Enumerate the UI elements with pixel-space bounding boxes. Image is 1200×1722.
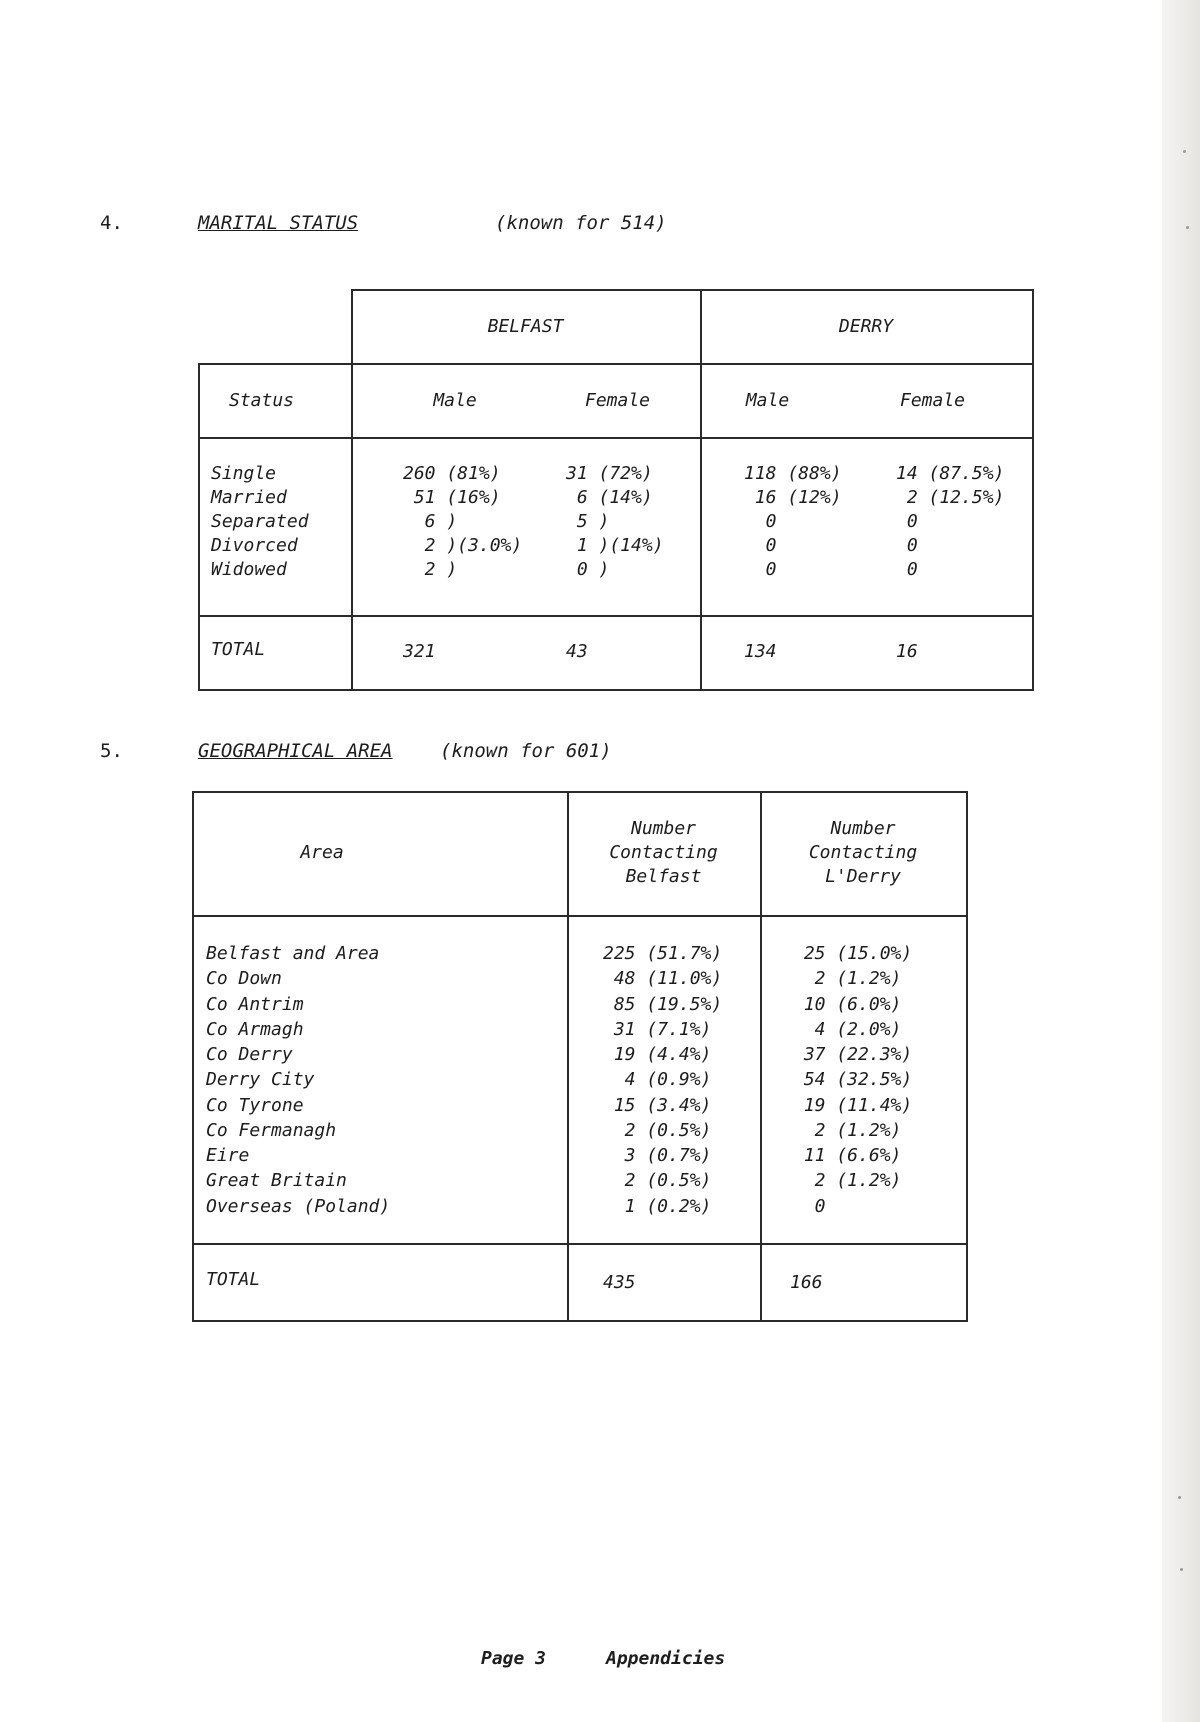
- derry-male-value: 16 (12%): [744, 487, 842, 508]
- header-belfast-female: Female: [584, 390, 651, 411]
- header-belfast: BELFAST: [487, 316, 564, 337]
- belfast-male-value: 2 ): [403, 559, 458, 580]
- derry-count: 4 (2.0%): [793, 1019, 902, 1040]
- belfast-female-value: 1 )(14%): [566, 535, 664, 556]
- status-label: Married: [211, 487, 287, 508]
- header-derry: DERRY: [838, 316, 894, 337]
- status-label: Single: [211, 463, 277, 484]
- belfast-count: 85 (19.5%): [603, 994, 723, 1015]
- footer-label: Appendicies: [606, 1648, 726, 1669]
- header-number-contacting-derry: Number Contacting L'Derry: [808, 818, 918, 887]
- derry-male-value: 0: [744, 535, 777, 556]
- belfast-count: 2 (0.5%): [603, 1170, 712, 1191]
- area-label: Co Tyrone: [206, 1095, 304, 1116]
- section4-note: (known for 514): [495, 212, 667, 234]
- derry-male-value: 0: [744, 511, 777, 532]
- status-label: Widowed: [211, 559, 287, 580]
- belfast-count: 31 (7.1%): [603, 1019, 712, 1040]
- scan-speck: [1178, 1496, 1181, 1499]
- derry-male-value: 118 (88%): [744, 463, 842, 484]
- belfast-count: 1 (0.2%): [603, 1196, 712, 1217]
- section5-note: (known for 601): [440, 740, 612, 762]
- header-derry-male: Male: [745, 390, 790, 411]
- derry-count: 2 (1.2%): [793, 968, 902, 989]
- belfast-female-value: 0 ): [566, 559, 610, 580]
- section5-number: 5.: [100, 740, 123, 762]
- belfast-count: 15 (3.4%): [603, 1095, 712, 1116]
- derry-count: 11 (6.6%): [793, 1145, 902, 1166]
- derry-female-value: 0: [896, 559, 918, 580]
- belfast-male-value: 260 (81%): [403, 463, 501, 484]
- belfast-female-value: 31 (72%): [566, 463, 653, 484]
- derry-female-total: 16: [896, 641, 918, 662]
- derry-count: 54 (32.5%): [793, 1069, 913, 1090]
- derry-count: 19 (11.4%): [793, 1095, 913, 1116]
- derry-female-value: 14 (87.5%): [896, 463, 1005, 484]
- area-label: Belfast and Area: [206, 943, 380, 964]
- page-edge-shadow: [1162, 0, 1200, 1722]
- header-belfast-male: Male: [433, 390, 477, 411]
- derry-count: 37 (22.3%): [793, 1044, 913, 1065]
- derry-count: 2 (1.2%): [793, 1170, 902, 1191]
- scan-speck: [1180, 1568, 1183, 1571]
- area-label: Co Armagh: [206, 1019, 304, 1040]
- derry-female-value: 2 (12.5%): [896, 487, 1005, 508]
- area-label: Co Down: [206, 968, 282, 989]
- belfast-male-value: 6 ): [403, 511, 458, 532]
- section5-title: GEOGRAPHICAL AREA: [198, 740, 393, 762]
- belfast-male-value: 51 (16%): [403, 487, 501, 508]
- belfast-female-total: 43: [566, 641, 588, 662]
- derry-count: 10 (6.0%): [793, 994, 902, 1015]
- area-label: Great Britain: [206, 1170, 347, 1191]
- total-label: TOTAL: [206, 1269, 261, 1290]
- header-area: Area: [300, 842, 344, 863]
- derry-count: 2 (1.2%): [793, 1120, 902, 1141]
- belfast-male-value: 2 )(3.0%): [403, 535, 523, 556]
- status-label: Separated: [211, 511, 309, 532]
- header-derry-female: Female: [899, 390, 966, 411]
- belfast-male-total: 321: [403, 641, 436, 662]
- area-label: Eire: [206, 1145, 250, 1166]
- area-label: Co Antrim: [206, 994, 304, 1015]
- derry-count: 0: [793, 1196, 826, 1217]
- belfast-count: 48 (11.0%): [603, 968, 723, 989]
- belfast-count: 2 (0.5%): [603, 1120, 712, 1141]
- derry-female-value: 0: [896, 535, 918, 556]
- derry-female-value: 0: [896, 511, 918, 532]
- section4-title: MARITAL STATUS: [198, 212, 359, 234]
- area-label: Derry City: [206, 1069, 315, 1090]
- belfast-count: 4 (0.9%): [603, 1069, 712, 1090]
- footer-page-number: Page 3: [481, 1648, 547, 1669]
- derry-count: 25 (15.0%): [793, 943, 913, 964]
- section4-number: 4.: [100, 212, 123, 234]
- header-number-contacting-belfast: Number Contacting Belfast: [609, 818, 718, 887]
- belfast-count: 3 (0.7%): [603, 1145, 712, 1166]
- derry-total: 166: [790, 1272, 823, 1293]
- derry-male-total: 134: [744, 641, 777, 662]
- derry-male-value: 0: [744, 559, 777, 580]
- total-label: TOTAL: [211, 639, 266, 660]
- belfast-count: 19 (4.4%): [603, 1044, 712, 1065]
- area-label: Co Fermanagh: [206, 1120, 337, 1141]
- header-status: Status: [228, 390, 295, 411]
- belfast-female-value: 6 (14%): [566, 487, 653, 508]
- status-label: Divorced: [211, 535, 298, 556]
- scan-speck: [1183, 150, 1186, 153]
- belfast-female-value: 5 ): [566, 511, 610, 532]
- belfast-total: 435: [603, 1272, 636, 1293]
- area-label: Co Derry: [206, 1044, 293, 1065]
- area-label: Overseas (Poland): [206, 1196, 391, 1217]
- scan-speck: [1186, 226, 1189, 229]
- belfast-count: 225 (51.7%): [603, 943, 723, 964]
